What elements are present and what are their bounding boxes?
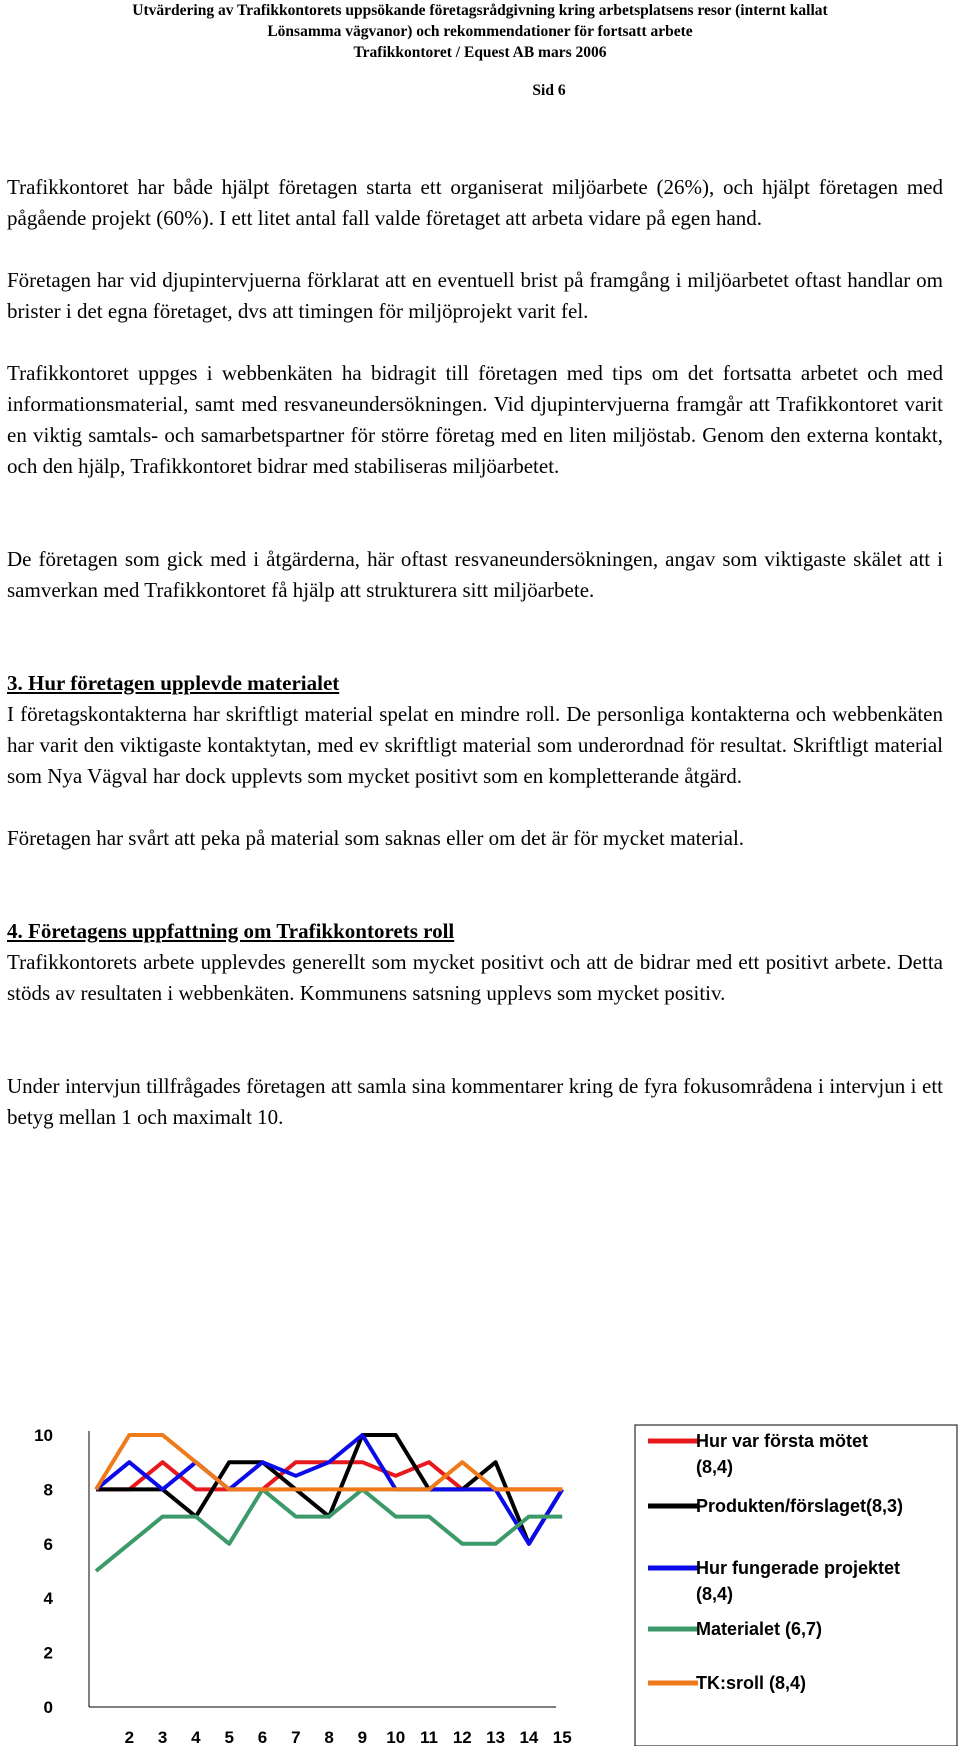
paragraph-6: Företagen har svårt att peka på material som saknas eller om det är för mycket material. bbox=[7, 826, 745, 850]
chart-svg bbox=[8, 1405, 960, 1746]
y-tick-label: 4 bbox=[43, 1589, 53, 1609]
y-tick-label: 6 bbox=[43, 1534, 53, 1554]
y-tick-label: 8 bbox=[43, 1480, 53, 1500]
legend-label-1-line2: (8,4) bbox=[696, 1457, 734, 1477]
header-line-2: Lönsamma vägvanor) och rekommendationer för fortsatt arbete bbox=[267, 23, 693, 40]
legend-label-4: Materialet (6,7) bbox=[696, 1619, 823, 1639]
paragraph-3: Trafikkontoret uppges i webbenkäten ha bidragit till företagen med tips om det fortsatta arbetet och med informationsmaterial, samt med resvaneundersökningen. Vid djupintervjuerna framgår att Trafikkontoret varit en viktig samtals- och samarbetspartner för större företag med en liten miljöstab. Genom den externa kontakt, och den hjälp, Trafikkontoret bidrar med stabiliseras miljöarbetet. bbox=[7, 361, 943, 478]
paragraph-5: I företagskontakterna har skriftligt material spelat en mindre roll. De personliga kontakterna och webbenkäten har varit den viktigaste kontaktytan, med ev skriftligt material som underordnad för resultat. Skriftligt material som Nya Vägval har dock upplevts som mycket positivt som en kompletterande åtgärd. bbox=[7, 702, 943, 788]
document-header bbox=[0, 0, 960, 63]
x-tick-label: 6 bbox=[257, 1728, 268, 1746]
x-tick-label: 8 bbox=[324, 1728, 334, 1746]
paragraph-4: De företagen som gick med i åtgärderna, här oftast resvaneundersökningen, angav som viktigaste skälet att i samverkan med Trafikkontoret få hjälp att strukturera sitt miljöarbete. bbox=[7, 547, 943, 602]
ratings-line-chart bbox=[8, 1405, 960, 1746]
legend-label-5: TK:sroll (8,4) bbox=[696, 1673, 807, 1693]
x-tick-label: 13 bbox=[486, 1728, 506, 1746]
legend-label-2: Produkten/förslaget(8,3) bbox=[696, 1496, 904, 1516]
section-3-title: 3. Hur företagen upplevde materialet bbox=[7, 671, 340, 695]
x-tick-label: 11 bbox=[420, 1728, 438, 1746]
header-line-1: Utvärdering av Trafikkontorets uppsökande företagsrådgivning kring arbetsplatsens resor (internt kallat bbox=[132, 2, 828, 19]
legend-box bbox=[635, 1425, 957, 1746]
document-body bbox=[7, 172, 943, 1133]
paragraph-8: Under intervjun tillfrågades företagen att samla sina kommentarer kring de fyra fokusområdena i intervjun i ett betyg mellan 1 och maximalt 10. bbox=[7, 1074, 943, 1129]
y-tick-label: 0 bbox=[43, 1698, 53, 1717]
legend-label-1: Hur var första mötet bbox=[696, 1431, 869, 1451]
x-tick-label: 5 bbox=[224, 1728, 234, 1746]
x-tick-label: 9 bbox=[357, 1728, 368, 1746]
x-tick-label: 12 bbox=[452, 1728, 472, 1746]
legend-label-3: Hur fungerade projektet bbox=[696, 1558, 901, 1578]
x-tick-label: 15 bbox=[552, 1728, 572, 1746]
paragraph-2: Företagen har vid djupintervjuerna förklarat att en eventuell brist på framgång i miljöarbetet oftast handlar om brister i det egna företaget, dvs att timingen för miljöprojekt varit fel. bbox=[7, 268, 943, 323]
series-line-4 bbox=[96, 1489, 562, 1571]
x-tick-label: 3 bbox=[157, 1728, 168, 1746]
paragraph-7: Trafikkontorets arbete upplevdes generellt som mycket positivt och att de bidrar med ett positivt arbete. Detta stöds av resultaten i webbenkäten. Kommunens satsning upplevs som mycket positiv. bbox=[7, 950, 943, 1005]
legend-label-3-line2: (8,4) bbox=[696, 1584, 734, 1604]
y-tick-label: 10 bbox=[34, 1426, 53, 1445]
section-4-title: 4. Företagens uppfattning om Trafikkontorets roll bbox=[7, 919, 455, 943]
x-tick-label: 14 bbox=[519, 1728, 539, 1746]
x-tick-label: 4 bbox=[191, 1728, 201, 1746]
paragraph-1: Trafikkontoret har både hjälpt företagen starta ett organiserat miljöarbete (26%), och hjälpt företagen med pågående projekt (60%). I ett litet antal fall valde företaget att arbeta vidare på egen hand. bbox=[7, 175, 943, 230]
x-tick-label: 2 bbox=[124, 1728, 135, 1746]
x-tick-label: 7 bbox=[291, 1728, 301, 1746]
x-tick-label: 10 bbox=[386, 1728, 406, 1746]
header-line-3: Trafikkontoret / Equest AB mars 2006 bbox=[353, 44, 607, 61]
y-tick-label: 2 bbox=[43, 1643, 53, 1663]
page-number: Sid 6 bbox=[532, 82, 566, 99]
